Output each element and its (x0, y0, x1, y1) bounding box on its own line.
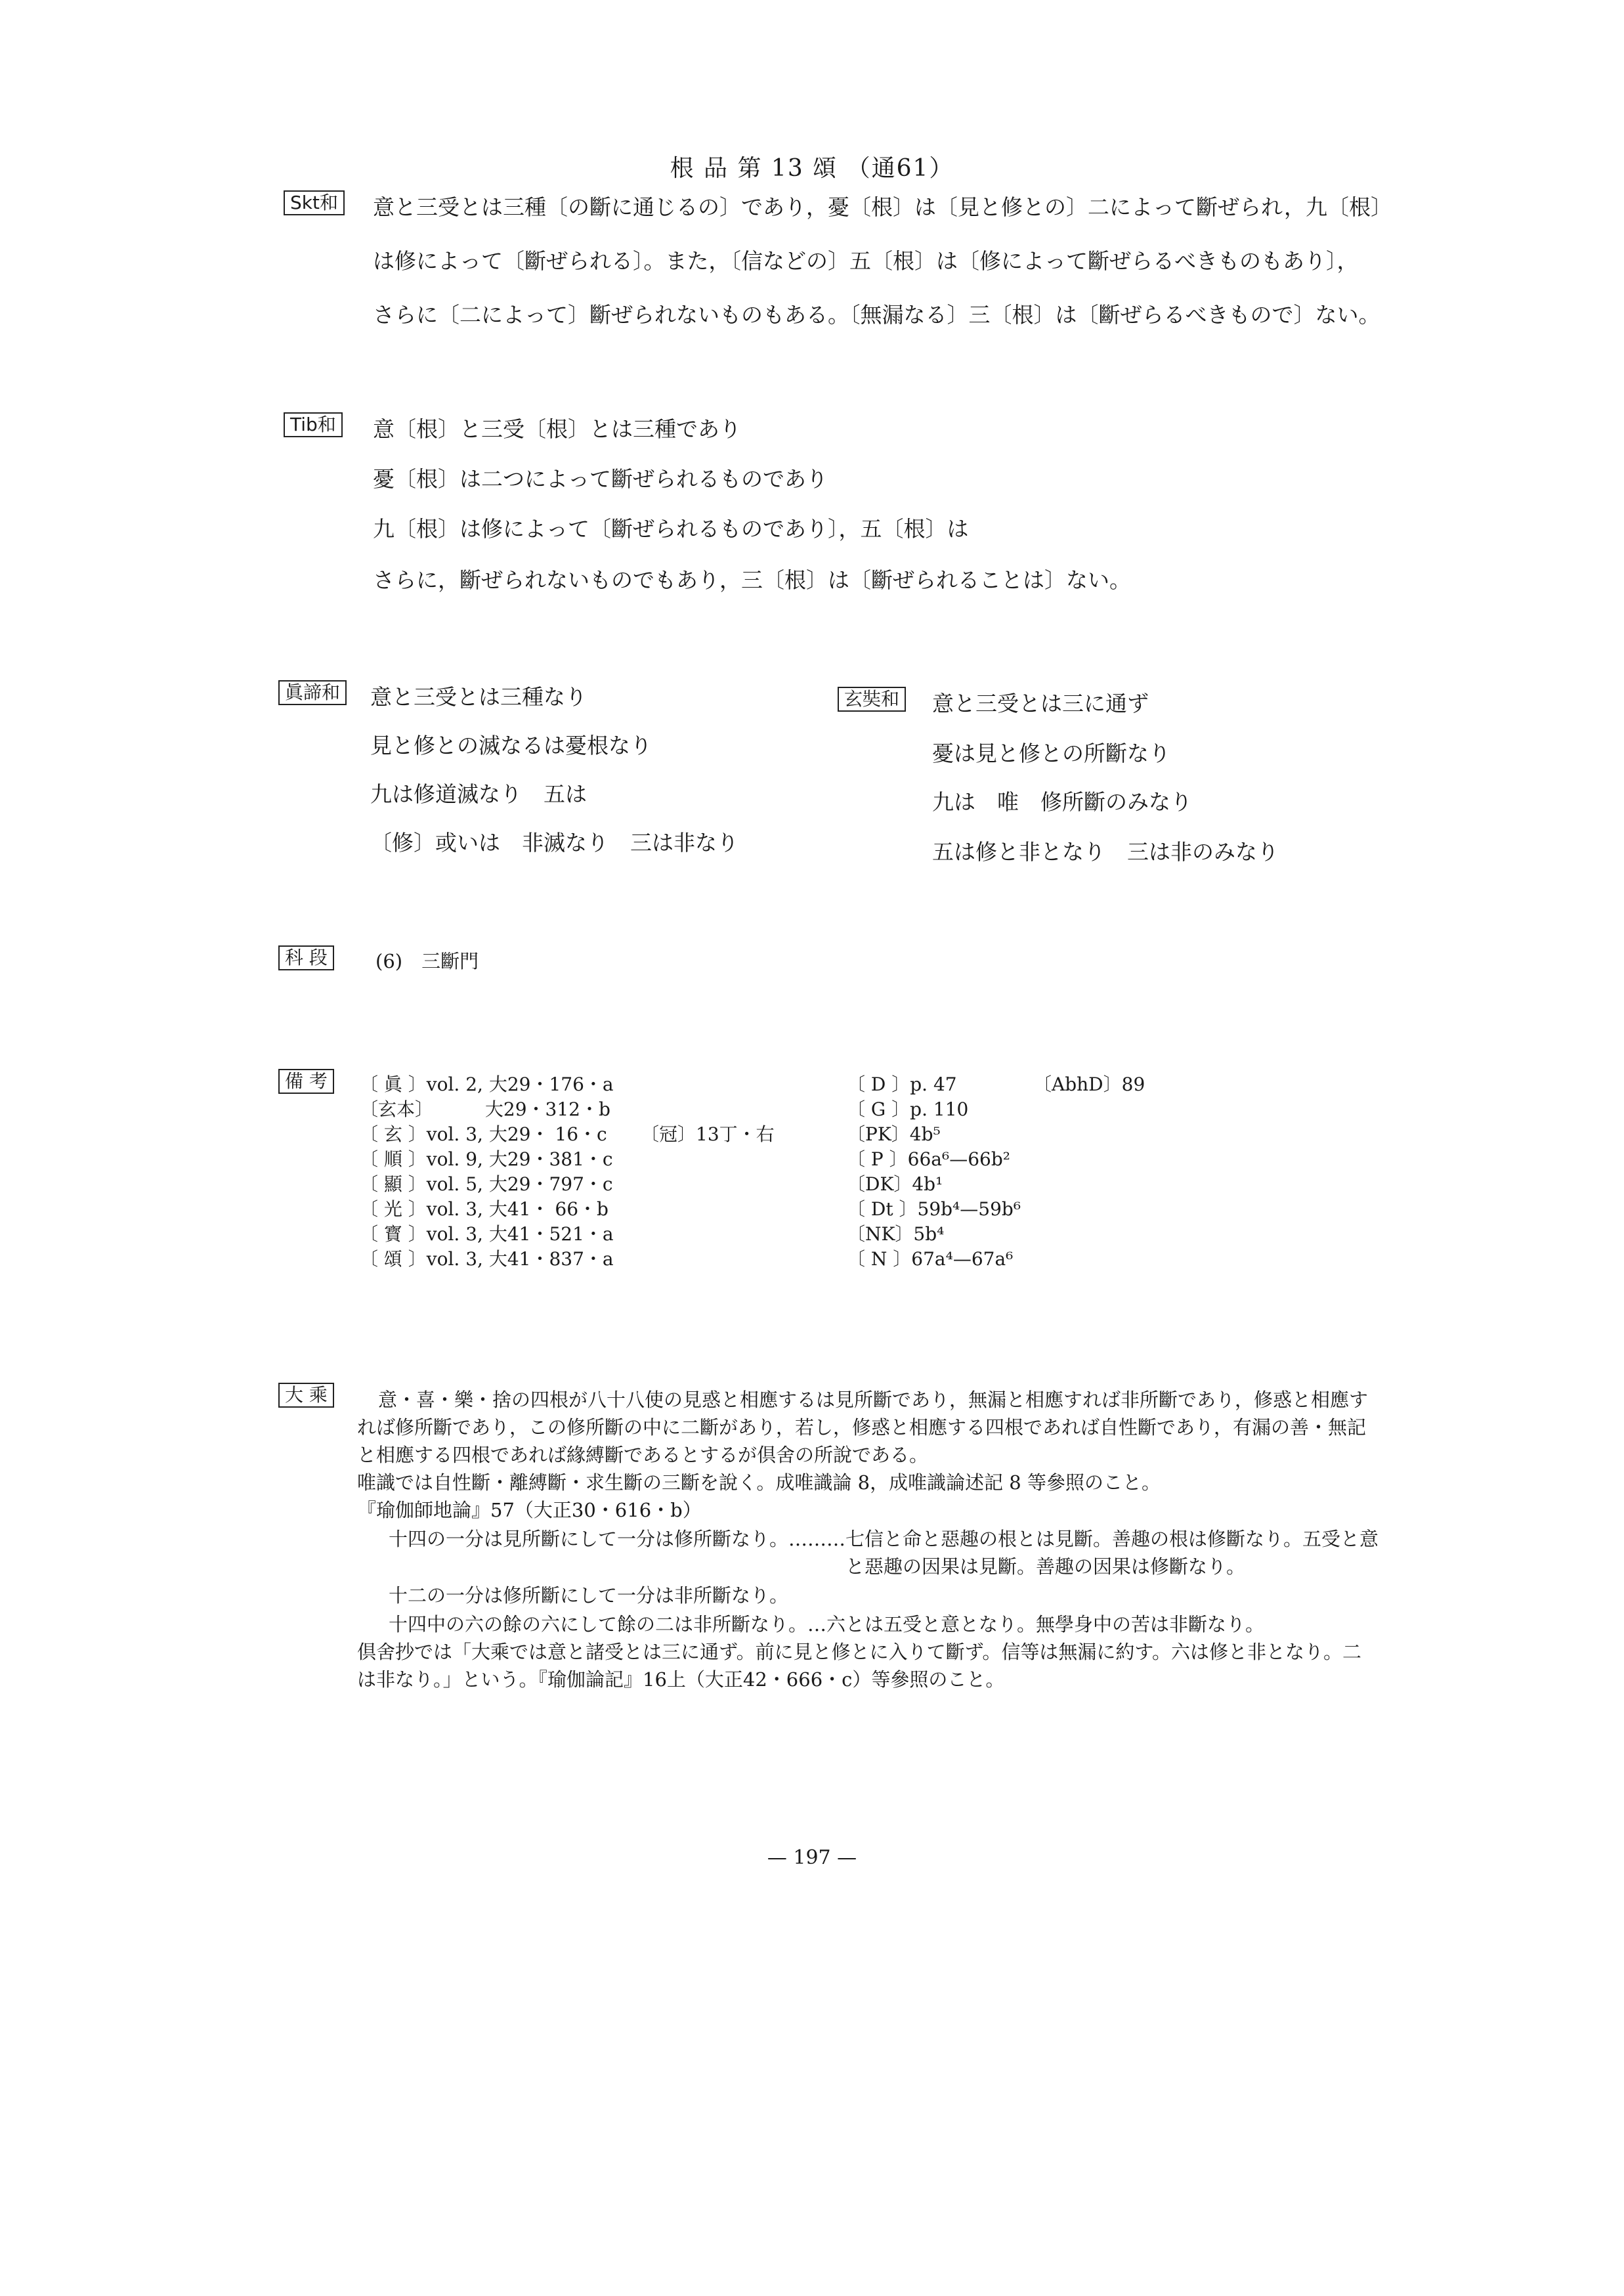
skt-line-1: 意と三受とは三種〔の斷に通じるの〕であり，憂〔根〕は〔見と修との〕二によって斷ぜられ，九〔根〕 (373, 194, 1392, 220)
tib-line-4: さらに，斷ぜられないものでもあり，三〔根〕は〔斷ぜられることは〕ない。 (373, 567, 1131, 593)
daijo-line-7: と惡趣の因果は見斷。善趣の因果は修斷なり。 (845, 1555, 1246, 1578)
ref-left-4: 〔 順 〕vol. 9, 大29・381・c (360, 1148, 613, 1170)
ref-abhd: 〔AbhD〕89 (1033, 1073, 1145, 1095)
biko-tag: 備 考 (278, 1069, 334, 1094)
daijo-line-11: は非なり。」という。『瑜伽論記』16上（大正42・666・c）等參照のこと。 (357, 1668, 1005, 1691)
verse-heading: 根 品 第 13 頌 （通61） (670, 155, 954, 182)
genjo-line-4: 五は修と非となり 三は非のみなり (932, 839, 1279, 865)
ref-kan: 〔冠〕13丁・右 (641, 1123, 775, 1145)
genjo-tag: 玄奘和 (838, 687, 906, 712)
tib-line-3: 九〔根〕は修によって〔斷ぜられるものであり〕，五〔根〕は (373, 516, 969, 542)
ref-right-8: 〔 N 〕67a⁴—67a⁶ (847, 1248, 1014, 1270)
daijo-line-1: 意・喜・樂・捨の四根が八十八使の見惑と相應するは見所斷であり，無漏と相應すれば非所斷であり，修惑と相應す (378, 1389, 1369, 1411)
ref-left-2: 〔玄本〕 大29・312・b (360, 1098, 610, 1120)
ref-right-5: 〔DK〕4b¹ (847, 1173, 943, 1195)
ref-right-4: 〔 P 〕66a⁶—66b² (847, 1148, 1010, 1170)
ref-right-3: 〔PK〕4b⁵ (847, 1123, 941, 1145)
ref-left-5: 〔 顯 〕vol. 5, 大29・797・c (360, 1173, 613, 1195)
daijo-line-9: 十四中の六の餘の六にして餘の二は非所斷なり。…六とは五受と意となり。無學身中の苦は非斷なり。 (389, 1613, 1265, 1635)
shintai-line-4: 〔修〕或いは 非滅なり 三は非なり (370, 830, 738, 856)
shintai-tag: 眞諦和 (278, 680, 347, 705)
daijo-tag: 大 乘 (278, 1383, 334, 1408)
daijo-line-8: 十二の一分は修所斷にして一分は非所斷なり。 (389, 1584, 789, 1607)
daijo-line-2: れば修所斷であり，この修所斷の中に二斷があり，若し，修惑と相應する四根であれば自性斷であり，有漏の善・無記 (357, 1416, 1367, 1439)
shintai-line-2: 見と修との滅なるは憂根なり (370, 733, 652, 758)
genjo-line-3: 九は 唯 修所斷のみなり (932, 789, 1192, 815)
ref-left-1: 〔 眞 〕vol. 2, 大29・176・a (360, 1073, 614, 1095)
daijo-line-6: 十四の一分は見所斷にして一分は修所斷なり。………七信と命と惡趣の根とは見斷。善趣の根は修斷なり。五受と意 (389, 1528, 1379, 1550)
tib-line-1: 意〔根〕と三受〔根〕とは三種であり (373, 416, 741, 442)
ref-right-7: 〔NK〕5b⁴ (847, 1223, 945, 1245)
ref-right-6: 〔 Dt 〕59b⁴—59b⁶ (847, 1198, 1021, 1220)
skt-line-3: さらに〔二によって〕斷ぜられないものもある。〔無漏なる〕三〔根〕は〔斷ぜらるべきもので〕ない。 (373, 302, 1380, 328)
ref-left-3: 〔 玄 〕vol. 3, 大29・ 16・c (360, 1123, 607, 1145)
ref-left-6: 〔 光 〕vol. 3, 大41・ 66・b (360, 1198, 609, 1220)
genjo-line-1: 意と三受とは三に通ず (932, 691, 1149, 716)
tib-line-2: 憂〔根〕は二つによって斷ぜられるものであり (373, 466, 828, 492)
skt-tag: Skt和 (284, 190, 345, 215)
shintai-line-1: 意と三受とは三種なり (370, 684, 587, 710)
daijo-line-10: 倶舍抄では「大乘では意と諸受とは三に通ず。前に見と修とに入りて斷ず。信等は無漏に約す。六は修と非となり。二 (357, 1641, 1362, 1663)
tib-tag: Tib和 (284, 412, 343, 437)
daijo-line-3: と相應する四根であれば緣縛斷であるとするが倶舍の所說である。 (357, 1444, 929, 1466)
kadan-tag: 科 段 (278, 945, 334, 970)
kadan-text: (6) 三斷門 (375, 950, 479, 972)
daijo-line-4: 唯識では自性斷・離縛斷・求生斷の三斷を說く。成唯識論 8，成唯識論述記 8 等參照のこと。 (357, 1471, 1161, 1494)
ref-right-1: 〔 D 〕p. 47 (847, 1073, 957, 1095)
ref-right-2: 〔 G 〕p. 110 (847, 1098, 969, 1120)
ref-left-8: 〔 頌 〕vol. 3, 大41・837・a (360, 1248, 614, 1270)
skt-line-2: は修によって〔斷ぜられる〕。また，〔信などの〕五〔根〕は〔修によって斷ぜらるべきものもあり〕， (373, 248, 1359, 274)
genjo-line-2: 憂は見と修との所斷なり (932, 741, 1170, 766)
ref-left-7: 〔 寳 〕vol. 3, 大41・521・a (360, 1223, 614, 1245)
page-number: — 197 — (767, 1846, 857, 1869)
daijo-line-5: 『瑜伽師地論』57（大正30・616・b） (357, 1499, 702, 1521)
shintai-line-3: 九は修道滅なり 五は (370, 781, 587, 807)
